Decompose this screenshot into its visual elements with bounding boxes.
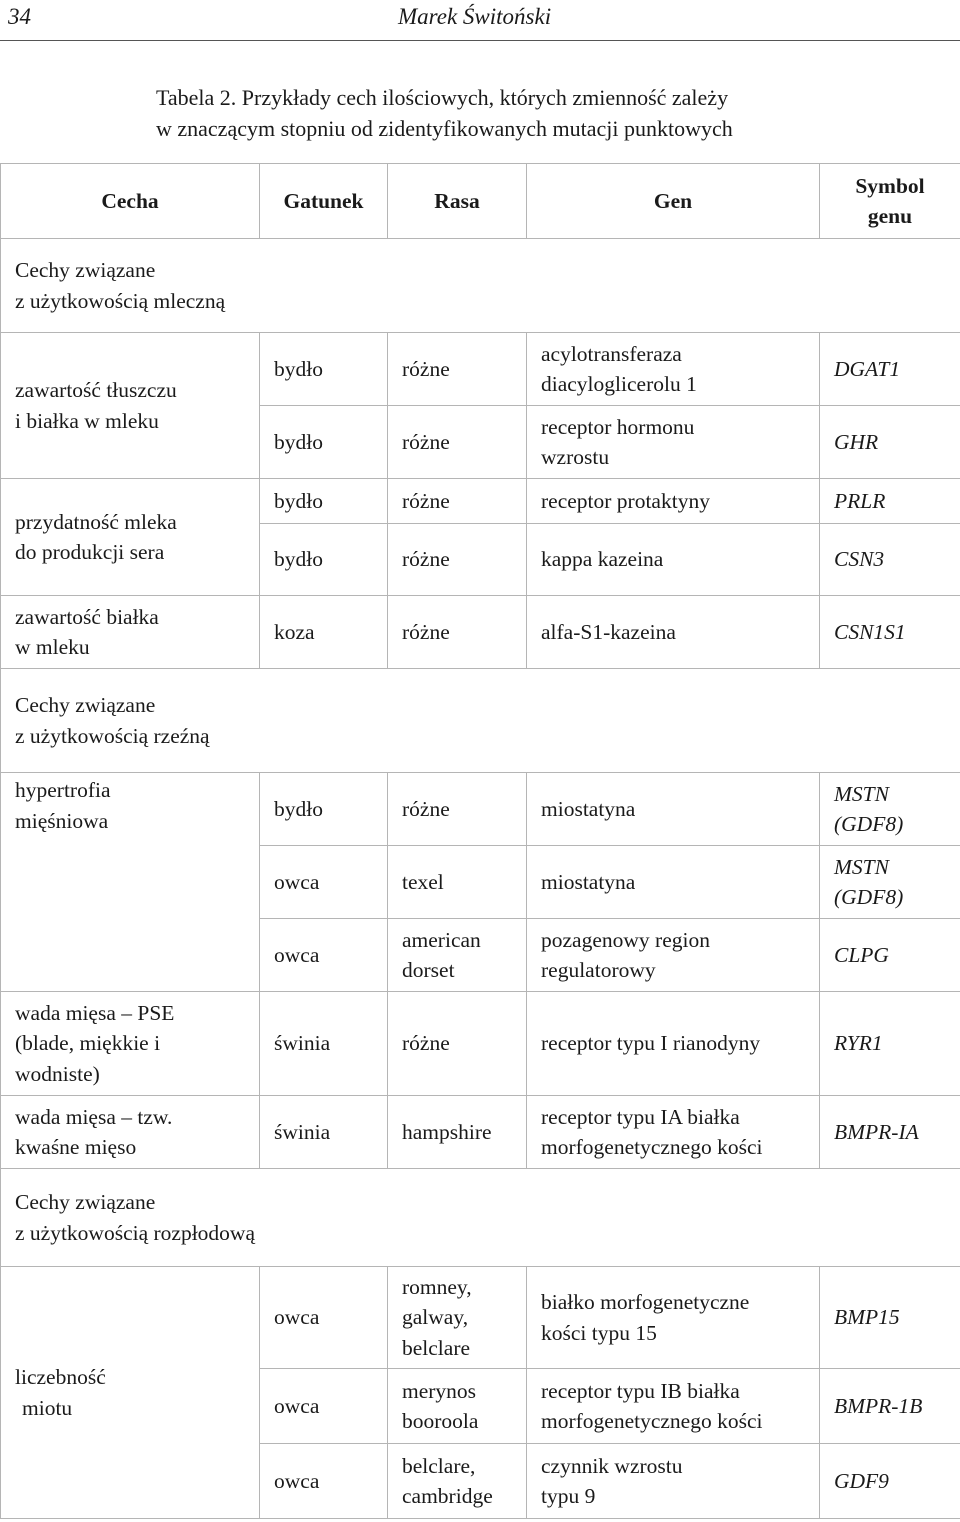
- breed-cell: [388, 1444, 527, 1519]
- trait-text: hypertrofia: [15, 778, 111, 802]
- col-header-cecha: Cecha: [1, 164, 260, 239]
- section-row-breeding: [1, 1169, 960, 1267]
- section-heading: [1, 1169, 960, 1267]
- page-header: [0, 0, 960, 40]
- trait-text: i białka w mleku: [15, 408, 159, 433]
- gene-text: kości typu 15: [541, 1320, 657, 1345]
- symbol-cell: [820, 773, 960, 846]
- section-heading: [1, 669, 960, 773]
- trait-text: zawartość białka: [15, 604, 159, 629]
- breed-cell: różne: [388, 992, 527, 1096]
- gene-cell: [527, 406, 820, 479]
- breed-cell: różne: [388, 524, 527, 596]
- caption-line: w znaczącym stopniu od zidentyfikowanych mutacji punktowych: [156, 116, 733, 141]
- gene-text: morfogenetycznego kości: [541, 1135, 763, 1159]
- table-row: [1, 333, 960, 406]
- breed-cell: hampshire: [388, 1096, 527, 1169]
- species-cell: koza: [260, 596, 388, 669]
- symbol-text: MSTN: [834, 781, 889, 806]
- species-cell: owca: [260, 919, 388, 992]
- breed-text: belclare: [402, 1335, 471, 1360]
- table-row: [1, 479, 960, 524]
- gene-text: białko morfogenetyczne: [541, 1290, 750, 1314]
- gene-text: wzrostu: [541, 445, 610, 469]
- gene-text: czynnik wzrostu: [541, 1453, 683, 1478]
- section-heading-line: z użytkowością rozpłodową: [15, 1220, 256, 1245]
- section-row-milk: [1, 239, 960, 333]
- symbol-cell: [820, 846, 960, 919]
- breed-cell: różne: [388, 773, 527, 846]
- breed-cell: różne: [388, 596, 527, 669]
- breed-cell: różne: [388, 333, 527, 406]
- symbol-cell: BMPR-IA: [820, 1096, 960, 1169]
- trait-text: zawartość tłuszczu: [15, 378, 177, 402]
- symbol-cell: RYR1: [820, 992, 960, 1096]
- symbol-cell: DGAT1: [820, 333, 960, 406]
- data-table: [0, 163, 960, 1519]
- running-author: Marek Świtoński: [398, 4, 552, 29]
- trait-cell: [1, 596, 260, 669]
- trait-text: miotu: [22, 1395, 73, 1420]
- breed-cell: [388, 919, 527, 992]
- gene-text: diacyloglicerolu 1: [541, 372, 697, 396]
- gene-cell: miostatyna: [527, 846, 820, 919]
- breed-text: merynos: [402, 1378, 477, 1403]
- caption-line: Tabela 2. Przykłady cech ilościowych, których zmienność zależy: [156, 85, 729, 110]
- breed-text: galway,: [402, 1305, 469, 1330]
- gene-cell: alfa-S1-kazeina: [527, 596, 820, 669]
- col-header-rasa: Rasa: [388, 164, 527, 239]
- breed-text: belclare,: [402, 1453, 476, 1478]
- gene-text: typu 9: [541, 1484, 596, 1508]
- species-cell: owca: [260, 846, 388, 919]
- symbol-text: MSTN: [834, 854, 889, 879]
- trait-text: kwaśne mięso: [15, 1135, 137, 1159]
- species-cell: bydło: [260, 406, 388, 479]
- col-header-gatunek: Gatunek: [260, 164, 388, 239]
- species-cell: bydło: [260, 524, 388, 596]
- trait-cell: [1, 479, 260, 596]
- gene-cell: kappa kazeina: [527, 524, 820, 596]
- trait-text: liczebność: [15, 1365, 106, 1389]
- trait-text: w mleku: [15, 635, 90, 659]
- section-heading-line: Cechy związane: [15, 1190, 156, 1214]
- trait-text: przydatność mleka: [15, 509, 177, 534]
- gene-cell: [527, 1096, 820, 1169]
- gene-cell: miostatyna: [527, 773, 820, 846]
- gene-text: receptor typu IB białka: [541, 1378, 740, 1403]
- trait-text: (blade, miękkie i: [15, 1031, 161, 1056]
- gene-text: pozagenowy region: [541, 927, 710, 952]
- col-header-gen: Gen: [527, 164, 820, 239]
- page-number: 34: [8, 4, 31, 29]
- symbol-cell: CSN1S1: [820, 596, 960, 669]
- col-header-symbol-line: genu: [867, 204, 913, 228]
- breed-text: american: [402, 927, 481, 952]
- header-rule: [0, 40, 960, 41]
- symbol-cell: CSN3: [820, 524, 960, 596]
- trait-cell: [1, 773, 260, 992]
- table-header-row: [1, 164, 960, 239]
- breed-text: dorset: [402, 958, 455, 982]
- symbol-cell: GDF9: [820, 1444, 960, 1519]
- species-cell: bydło: [260, 773, 388, 846]
- section-heading-line: z użytkowością rzeźną: [15, 723, 210, 748]
- gene-cell: [527, 1369, 820, 1444]
- symbol-cell: BMPR-1B: [820, 1369, 960, 1444]
- symbol-cell: BMP15: [820, 1267, 960, 1369]
- species-cell: bydło: [260, 333, 388, 406]
- trait-text: wada mięsa – tzw.: [15, 1104, 173, 1129]
- trait-text: mięśniowa: [15, 808, 109, 833]
- breed-cell: texel: [388, 846, 527, 919]
- trait-cell: [1, 992, 260, 1096]
- gene-text: acylotransferaza: [541, 341, 682, 366]
- section-heading: [1, 239, 960, 333]
- species-cell: świnia: [260, 992, 388, 1096]
- table-row: [1, 596, 960, 669]
- species-cell: bydło: [260, 479, 388, 524]
- trait-cell: [1, 1267, 260, 1519]
- symbol-cell: PRLR: [820, 479, 960, 524]
- breed-cell: [388, 1369, 527, 1444]
- species-cell: owca: [260, 1369, 388, 1444]
- gene-cell: [527, 919, 820, 992]
- gene-cell: [527, 333, 820, 406]
- breed-text: booroola: [402, 1409, 479, 1433]
- col-header-symbol-line: Symbol: [855, 173, 925, 198]
- section-heading-line: z użytkowością mleczną: [15, 288, 226, 313]
- trait-text: do produkcji sera: [15, 540, 165, 564]
- breed-text: cambridge: [402, 1484, 493, 1508]
- breed-cell: różne: [388, 406, 527, 479]
- gene-cell: [527, 1444, 820, 1519]
- trait-cell: [1, 333, 260, 479]
- gene-cell: [527, 1267, 820, 1369]
- symbol-text: (GDF8): [834, 885, 904, 909]
- trait-text: wodniste): [15, 1061, 100, 1086]
- species-cell: owca: [260, 1267, 388, 1369]
- symbol-cell: GHR: [820, 406, 960, 479]
- breed-cell: różne: [388, 479, 527, 524]
- table-row: [1, 1096, 960, 1169]
- gene-text: receptor typu IA białka: [541, 1104, 740, 1129]
- species-cell: świnia: [260, 1096, 388, 1169]
- gene-text: regulatorowy: [541, 958, 656, 982]
- table-caption: [156, 82, 733, 144]
- table-row: [1, 773, 960, 846]
- breed-text: romney,: [402, 1274, 472, 1299]
- gene-text: morfogenetycznego kości: [541, 1409, 763, 1433]
- symbol-cell: CLPG: [820, 919, 960, 992]
- trait-cell: [1, 1096, 260, 1169]
- symbol-text: (GDF8): [834, 812, 904, 836]
- table-row: [1, 1267, 960, 1369]
- gene-cell: receptor protaktyny: [527, 479, 820, 524]
- trait-text: wada mięsa – PSE: [15, 1000, 175, 1025]
- section-heading-line: Cechy związane: [15, 693, 156, 717]
- section-row-meat: [1, 669, 960, 773]
- species-cell: owca: [260, 1444, 388, 1519]
- gene-cell: receptor typu I rianodyny: [527, 992, 820, 1096]
- gene-text: receptor hormonu: [541, 414, 695, 439]
- section-heading-line: Cechy związane: [15, 258, 156, 282]
- table-row: [1, 992, 960, 1096]
- col-header-symbol: [820, 164, 960, 239]
- breed-cell: [388, 1267, 527, 1369]
